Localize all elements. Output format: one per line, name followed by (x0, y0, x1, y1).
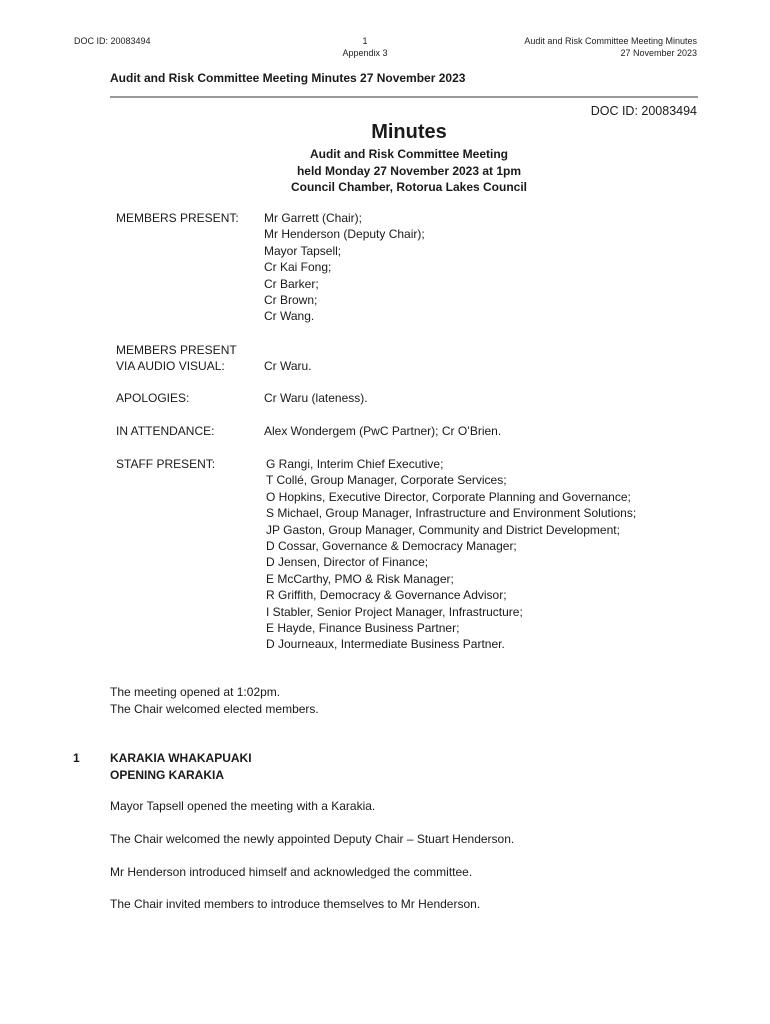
list-item: T Collé, Group Manager, Corporate Services; (266, 473, 507, 488)
paragraph-line: The meeting opened at 1:02pm. (110, 685, 281, 699)
list-item: D Cossar, Governance & Democracy Manager; (266, 539, 517, 554)
list-item: E McCarthy, PMO & Risk Manager; (266, 571, 454, 586)
list-item: Cr Wang. (264, 309, 315, 324)
members-av-value: Cr Waru. (264, 359, 312, 373)
item-paragraph: The Chair invited members to introduce themselves to Mr Henderson. (110, 897, 481, 911)
header-appendix: Appendix 3 (342, 48, 388, 58)
item-title-line: KARAKIA WHAKAPUAKI (110, 751, 252, 765)
opening-paragraph (110, 684, 319, 717)
list-item: Cr Brown; (264, 293, 318, 308)
apologies-value: Cr Waru (lateness). (264, 391, 368, 405)
list-item: Mayor Tapsell; (264, 243, 342, 258)
list-item: D Jensen, Director of Finance; (266, 555, 429, 570)
item-number: 1 (73, 751, 80, 765)
item-paragraph: Mayor Tapsell opened the meeting with a Karakia. (110, 799, 376, 813)
header-meeting-date: 27 November 2023 (620, 48, 697, 58)
list-item: S Michael, Group Manager, Infrastructure and Environment Solutions; (266, 506, 637, 521)
paragraph-line: The Chair welcomed elected members. (110, 701, 319, 716)
list-item: Cr Barker; (264, 276, 319, 291)
members-present-label: MEMBERS PRESENT: (116, 211, 239, 225)
apologies-label: APOLOGIES: (116, 391, 190, 405)
in-attendance-value: Alex Wondergem (PwC Partner); Cr O’Brien. (264, 424, 502, 438)
staff-present-list (266, 456, 636, 653)
label-line: VIA AUDIO VISUAL: (116, 359, 225, 374)
header-meeting-info (524, 35, 697, 59)
list-item: D Journeaux, Intermediate Business Partner. (266, 637, 505, 652)
label-line: MEMBERS PRESENT (116, 343, 237, 357)
staff-present-label: STAFF PRESENT: (116, 457, 216, 471)
heading-divider (110, 96, 698, 98)
subheading-line: Council Chamber, Rotorua Lakes Council (290, 180, 528, 194)
list-item: JP Gaston, Group Manager, Community and District Development; (266, 522, 620, 537)
meeting-subheading (0, 146, 770, 196)
list-item: Mr Henderson (Deputy Chair); (264, 227, 425, 242)
list-item: Mr Garrett (Chair); (264, 211, 363, 225)
subheading-line: held Monday 27 November 2023 at 1pm (296, 163, 522, 178)
list-item: I Stabler, Senior Project Manager, Infrastructure; (266, 604, 523, 619)
page-title: Minutes (371, 121, 447, 143)
document-heading: Audit and Risk Committee Meeting Minutes 27 November 2023 (110, 71, 466, 85)
members-present-list (264, 210, 425, 325)
header-page-number: 1 (362, 36, 368, 46)
subheading-line: Audit and Risk Committee Meeting (309, 147, 509, 161)
doc-id-label: DOC ID: 20083494 (590, 104, 697, 118)
item-paragraph: The Chair welcomed the newly appointed Deputy Chair – Stuart Henderson. (110, 832, 515, 846)
header-meeting-title: Audit and Risk Committee Meeting Minutes (524, 36, 697, 46)
item-title-line: OPENING KARAKIA (110, 767, 225, 782)
in-attendance-label: IN ATTENDANCE: (116, 424, 215, 438)
list-item: O Hopkins, Executive Director, Corporate Planning and Governance; (266, 489, 631, 504)
list-item: R Griffith, Democracy & Governance Advisor; (266, 588, 507, 603)
list-item: Cr Kai Fong; (264, 260, 332, 275)
list-item: G Rangi, Interim Chief Executive; (266, 457, 444, 471)
item-paragraph: Mr Henderson introduced himself and acknowledged the committee. (110, 865, 473, 879)
members-av-label (116, 342, 237, 375)
list-item: E Hayde, Finance Business Partner; (266, 621, 460, 636)
header-doc-id: DOC ID: 20083494 (74, 36, 151, 46)
item-title (110, 750, 252, 783)
